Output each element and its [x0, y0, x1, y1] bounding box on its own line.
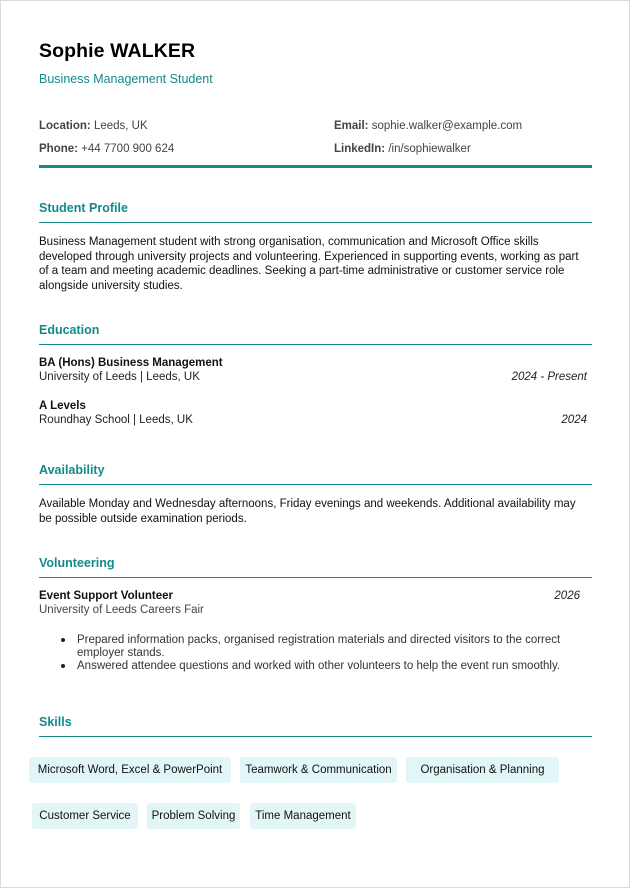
candidate-subtitle: Business Management Student: [39, 72, 213, 86]
volunteering-date: 2026: [554, 590, 580, 602]
skill-tag: Time Management: [250, 803, 356, 829]
volunteering-role: Event Support Volunteer: [39, 590, 173, 602]
phone-value: +44 7700 900 624: [77, 143, 175, 155]
linkedin-label: LinkedIn:: [334, 143, 386, 155]
section-title-volunteering: Volunteering: [39, 556, 115, 570]
section-title-education: Education: [39, 323, 100, 337]
section-title-profile: Student Profile: [39, 201, 128, 215]
skill-tag: Customer Service: [32, 803, 138, 829]
section-divider-availability: [39, 484, 592, 485]
education-degree-title: BA (Hons) Business Management: [39, 357, 223, 369]
volunteering-bullet: Answered attendee questions and worked with other volunteers to help the event run smoothly.: [77, 660, 577, 673]
linkedin-value: /in/sophiewalker: [385, 143, 471, 155]
location-label: Location:: [39, 120, 91, 132]
volunteering-bullet-list: [77, 634, 577, 673]
section-divider-education: [39, 344, 592, 345]
skill-tag: Microsoft Word, Excel & PowerPoint: [29, 757, 231, 783]
education-degree-org: University of Leeds | Leeds, UK: [39, 371, 200, 383]
profile-text: Business Management student with strong organisation, communication and Microsoft Office skills developed through university projects and volunteering. Experienced in supporting events, working as part of a team and meeting academic deadlines. Seeking a part-time administrative or customer service role alongside university studies.: [39, 236, 579, 292]
education-alevels-org: Roundhay School | Leeds, UK: [39, 414, 193, 426]
section-title-availability: Availability: [39, 463, 105, 477]
header-divider: [39, 165, 592, 168]
contact-phone: [39, 143, 174, 155]
contact-email: [334, 120, 522, 132]
email-value: sophie.walker@example.com: [368, 120, 523, 132]
education-degree-date: 2024 - Present: [511, 371, 587, 383]
section-title-skills: Skills: [39, 715, 72, 729]
location-value: Leeds, UK: [90, 120, 148, 132]
section-divider-volunteering: [39, 577, 592, 578]
skill-tag: Teamwork & Communication: [240, 757, 397, 783]
education-alevels-date: 2024: [561, 414, 587, 426]
skill-tag: Organisation & Planning: [406, 757, 559, 783]
availability-text: Available Monday and Wednesday afternoons, Friday evenings and weekends. Additional availability may be possible outside examination periods.: [39, 498, 576, 525]
education-alevels-title: A Levels: [39, 400, 86, 412]
section-divider-skills: [39, 736, 592, 737]
candidate-name: Sophie WALKER: [39, 40, 196, 62]
phone-label: Phone:: [39, 143, 78, 155]
contact-linkedin: [334, 143, 471, 155]
section-divider-profile: [39, 222, 592, 223]
volunteering-org: University of Leeds Careers Fair: [39, 604, 204, 616]
volunteering-bullet: Prepared information packs, organised registration materials and directed visitors to the correct employer stands.: [77, 634, 577, 660]
email-label: Email:: [334, 120, 369, 132]
contact-location: [39, 120, 148, 132]
skill-tag: Problem Solving: [147, 803, 240, 829]
